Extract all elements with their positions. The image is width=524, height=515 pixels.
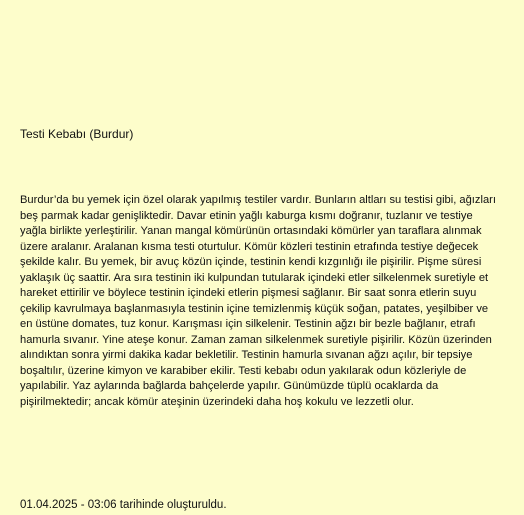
page-title: Testi Kebabı (Burdur) (20, 127, 134, 141)
recipe-text: Burdur’da bu yemek için özel olarak yapılmış testiler vardır. Bunların altları su testisi gibi, ağızları beş parmak kadar genişliktedir. Davar etinin yağlı kaburga kısmı doğranır, tuzlanır ve testiye yağla birlikte yerleştirilir. Yanan mangal kömürünün ortasındaki kömürler yan taraflara alınmak üzere aralanır. Aralanan kısma testi oturtulur. Kömür közleri testinin etrafında testiye değecek şekilde kalır. Bu yemek, bir avuç közün içinde, testinin kendi kızgınlığı ile pişirilir. Pişme süresi yaklaşık üç saattir. Ara sıra testinin iki kulpundan tutularak içindeki etler silkelenmek suretiyle et hareket ettirilir ve böylece testinin içindeki etlerin pişmesi sağlanır. Bir saat sonra etlerin suyu çekilip kavrulmaya başlanmasıyla testinin içine temizlenmiş küçük soğan, patates, yeşilbiber ve en üstüne domates, tuz konur. Karışması için silkelenir. Testinin ağzı bir bezle bağlanır, etrafı hamurla sıvanır. Yine ateşe konur. Zaman zaman silkelenmek suretiyle pişirilir. Közün üzerinden alındıktan sonra yirmi dakika kadar bekletilir. Testinin hamurla sıvanan ağzı açılır, bir tepsiye boşaltılır, üzerine kimyon ve karabiber ekilir. Testi kebabı odun yakılarak odun közleriyle de yapılabilir. Yaz aylarında bağlarda bahçelerde yapılır. Günümüzde tüplü ocaklarda da pişirilmektedir; ancak kömür ateşinin üzerindeki daha hoş kokulu ve lezzetli olur. (20, 194, 496, 408)
creation-timestamp: 01.04.2025 - 03:06 tarihinde oluşturuldu. (20, 499, 227, 511)
